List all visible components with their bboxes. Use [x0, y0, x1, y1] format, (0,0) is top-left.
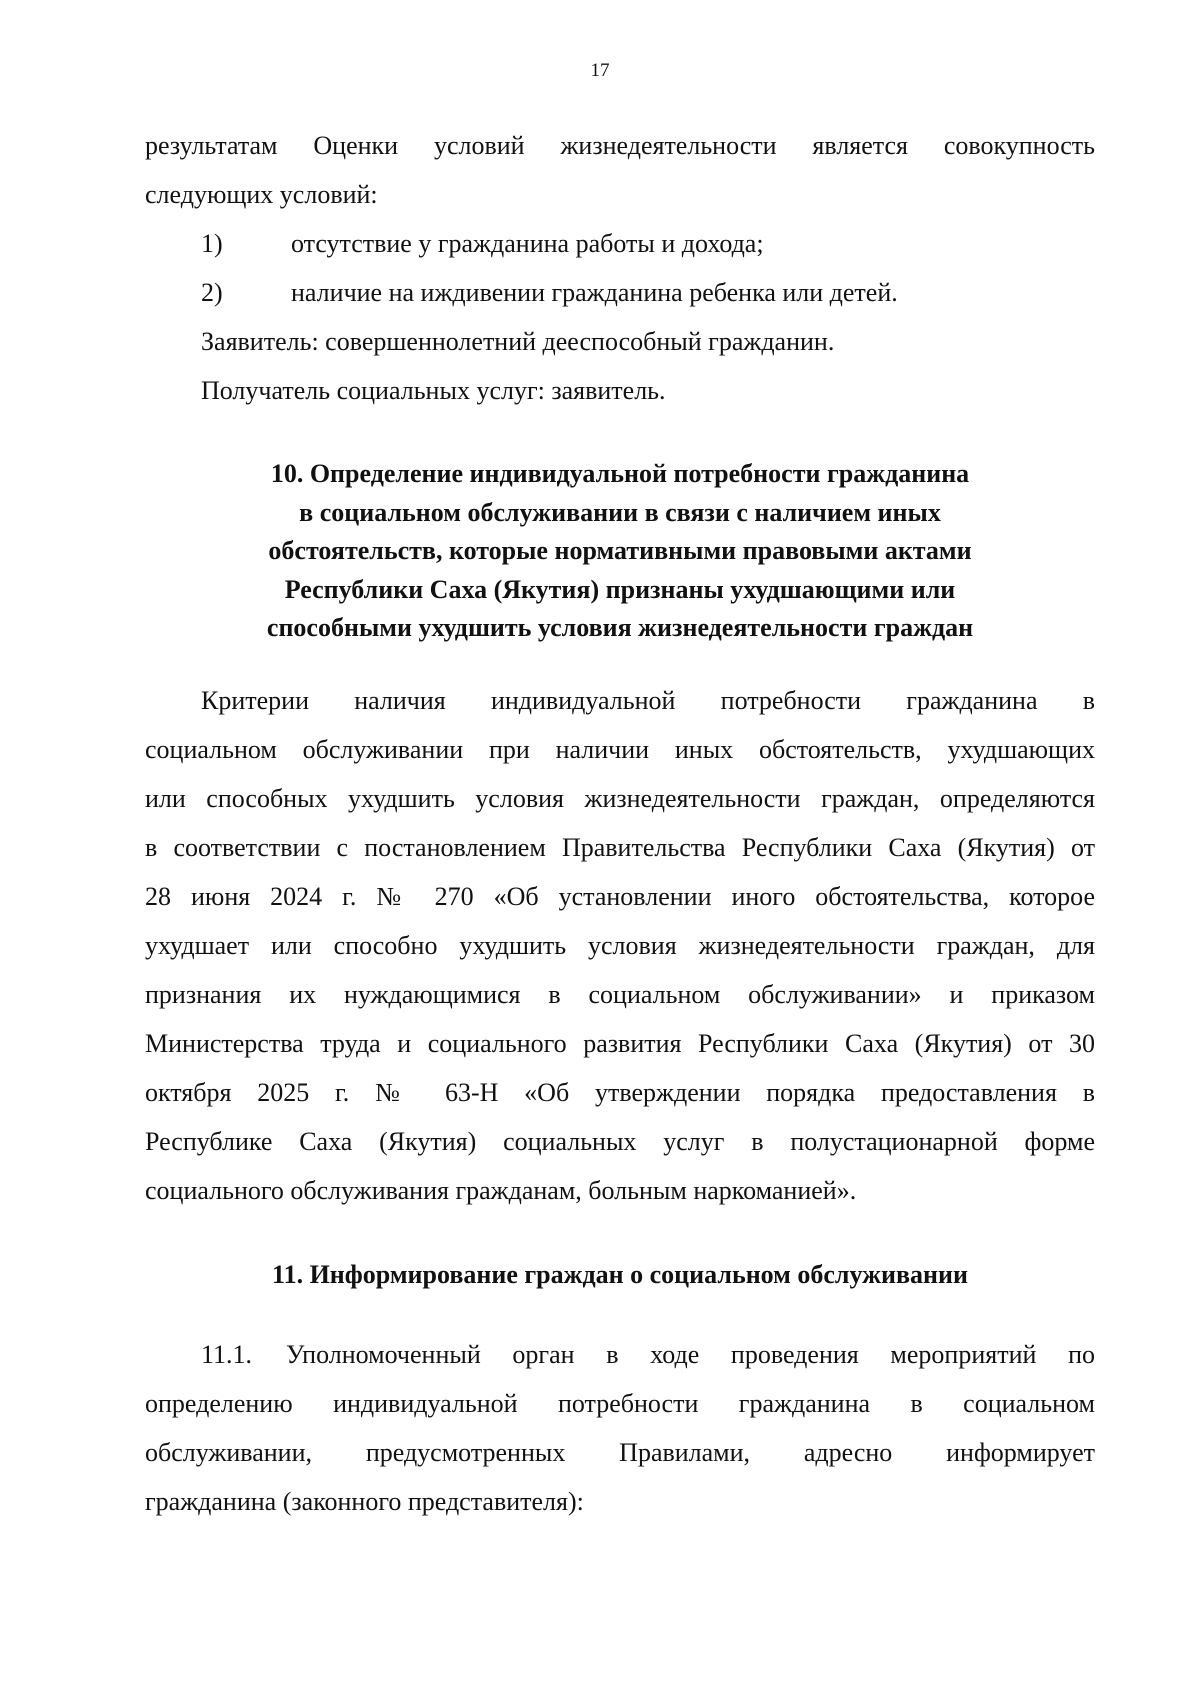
list-item — [145, 268, 1095, 317]
recipient-line: Получатель социальных услуг: заявитель. — [201, 376, 666, 405]
heading-line: в социальном обслуживании в связи с наличием иных — [299, 497, 941, 527]
text-line: Республике Саха (Якутия) социальных услуг в полустационарной форме — [145, 1127, 1095, 1156]
heading-line: обстоятельств, которые нормативными правовыми актами — [268, 536, 972, 565]
paragraph-first-line — [145, 1330, 1095, 1379]
section-10-body — [145, 676, 1095, 1215]
list-item-text: отсутствие у гражданина работы и дохода; — [291, 229, 764, 258]
text-line: 28 июня 2024 г. № 270 «Об установлении иного обстоятельства, которое — [145, 882, 1095, 911]
text-line: следующих условий: — [145, 180, 378, 209]
heading-line: Республики Саха (Якутия) признаны ухудшающими или — [284, 574, 956, 604]
section-11-heading: 11. Информирование граждан о социальном обслуживании — [272, 1260, 968, 1289]
text-line: в соответствии с постановлением Правительства Республики Саха (Якутия) от — [145, 833, 1095, 862]
list-item — [145, 219, 1095, 268]
applicant-line: Заявитель: совершеннолетний дееспособный гражданин. — [201, 327, 835, 356]
text-line: ухудшает или способно ухудшить условия жизнедеятельности граждан, для — [145, 931, 1095, 960]
text-line: социальном обслуживании при наличии иных обстоятельств, ухудшающих — [145, 735, 1095, 764]
text-line: октября 2025 г. № 63-Н «Об утверждении порядка предоставления в — [145, 1078, 1095, 1107]
text-line: обслуживании, предусмотренных Правилами, адресно информирует — [145, 1438, 1095, 1467]
paragraph-first-text: Уполномоченный орган в ходе проведения мероприятий по — [286, 1340, 1095, 1369]
text-line: Критерии наличия индивидуальной потребности гражданина в — [201, 686, 1095, 715]
list-number: 2) — [201, 278, 223, 307]
text-line: гражданина (законного представителя): — [145, 1487, 584, 1516]
heading-line: способными ухудшить условия жизнедеятельности граждан — [266, 613, 974, 642]
intro-block — [145, 121, 1095, 415]
heading-line: 10. Определение индивидуальной потребности гражданина — [270, 459, 970, 488]
text-line: определению индивидуальной потребности гражданина в социальном — [145, 1389, 1095, 1418]
paragraph-number: 11.1. — [201, 1340, 253, 1369]
text-line: Министерства труда и социального развития Республики Саха (Якутия) от 30 — [145, 1029, 1095, 1058]
text-line: или способных ухудшить условия жизнедеятельности граждан, определяются — [145, 784, 1095, 813]
list-item-text: наличие на иждивении гражданина ребенка или детей. — [291, 278, 898, 307]
text-line: результатам Оценки условий жизнедеятельности является совокупность — [145, 131, 1095, 160]
section-11-body — [145, 1330, 1095, 1526]
text-line: социального обслуживания гражданам, больным наркоманией». — [145, 1176, 857, 1205]
text-line: признания их нуждающимися в социальном обслуживании» и приказом — [145, 980, 1095, 1009]
list-number: 1) — [201, 229, 223, 258]
section-10-heading — [145, 455, 1095, 648]
page-number: 17 — [590, 60, 610, 81]
